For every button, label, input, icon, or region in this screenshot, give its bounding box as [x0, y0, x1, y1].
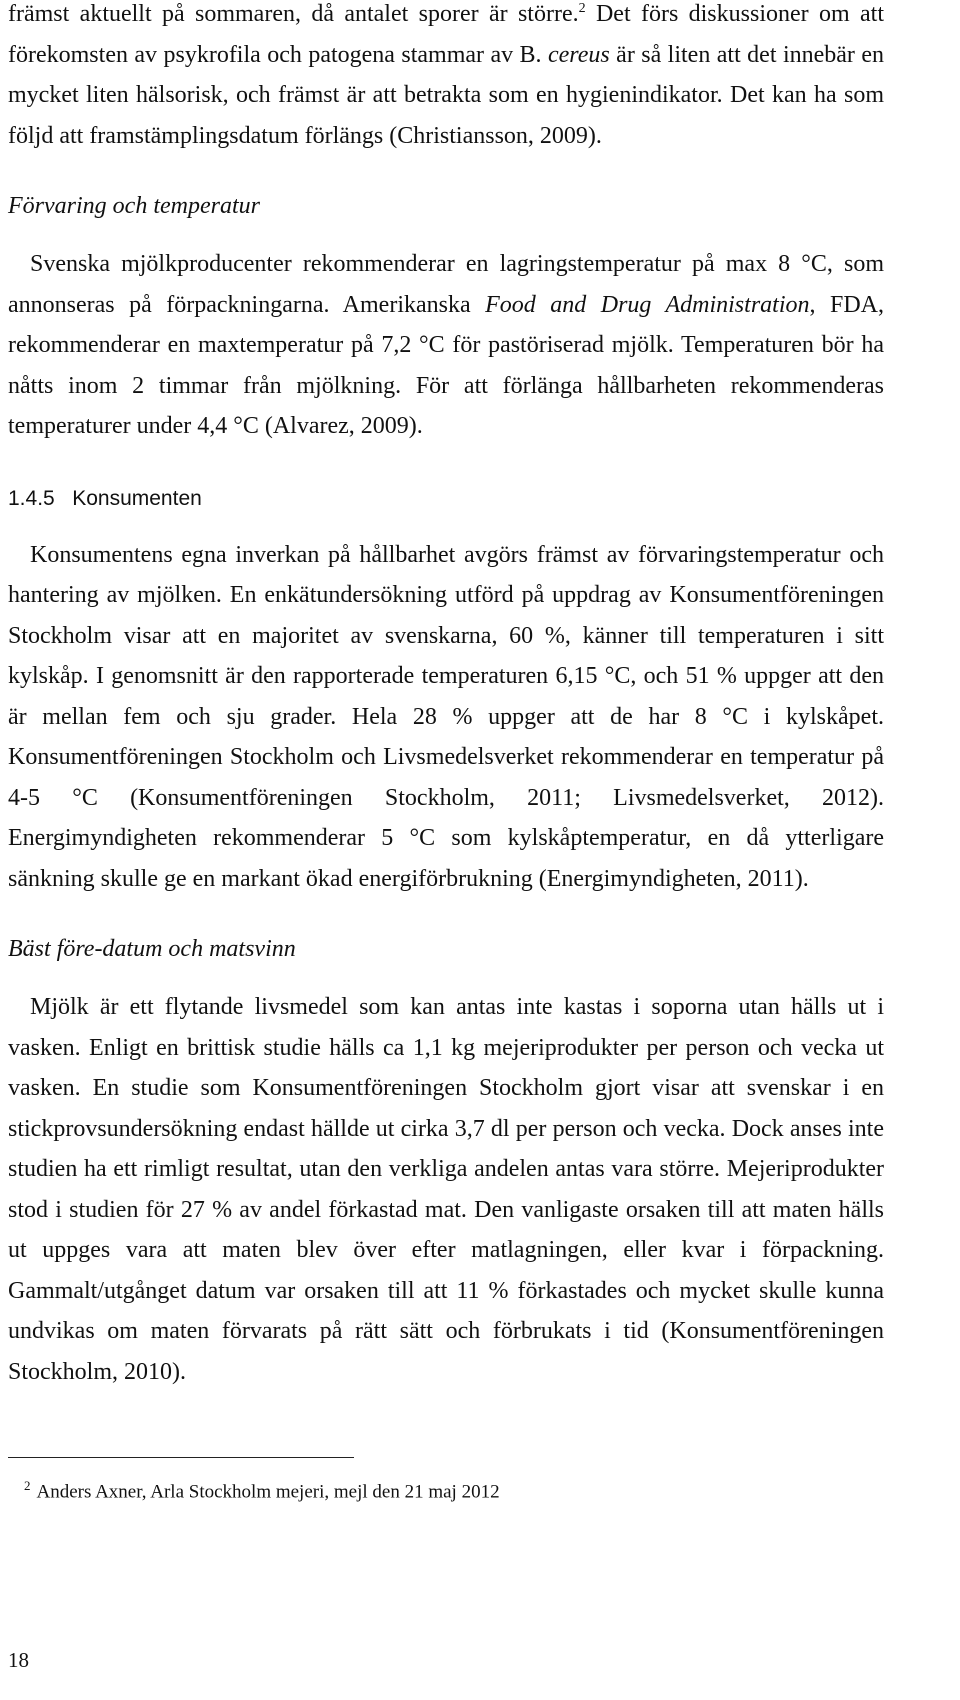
paragraph-intro-text-b: Det förs diskussioner om att förekomsten av psykrofila och patogena stammar av B. — [8, 1, 884, 68]
paragraph-forvaring — [8, 244, 884, 447]
paragraph-intro-text-c: är så liten att det innebär en mycket liten hälsorisk, och främst är att betrakta som en hygienindikator. Det kan ha som följd att framstämplingsdatum förlängs (Christiansson, 2009). — [8, 41, 884, 149]
paragraph-intro-text-a: främst aktuellt på sommaren, då antalet sporer är större. — [8, 1, 579, 27]
paragraph-forvaring-text-a: Svenska mjölkproducenter rekommenderar en lagringstemperatur på max 8 °C, som annonseras på förpackningarna. Amerikanska — [8, 251, 884, 318]
footnote — [8, 1478, 500, 1503]
agency-name: Food and Drug Administration — [485, 291, 810, 318]
footnote-divider — [8, 1457, 354, 1458]
footnote-number: 2 — [24, 1478, 31, 1493]
footnote-ref[interactable]: 2 — [578, 1, 586, 16]
page-number: 18 — [8, 1648, 29, 1672]
paragraph-intro — [8, 0, 884, 156]
paragraph-matsvinn: Mjölk är ett flytande livsmedel som kan antas inte kastas i soporna utan hälls ut i vasken. Enligt en brittisk studie hälls ca 1,1 kg mejeriprodukter per person och vecka ut vasken. En studie som Konsumentföreningen Stockholm gjort visar att svenskar i en stickprovsundersökning endast hällde ut cirka 3,7 dl per person och vecka. Dock anses inte studien ha ett rimligt resultat, utan den verkliga andelen antas vara större. Mejeriprodukter stod i studien för 27 % av andel förkastad mat. Den vanligaste orsaken till att maten hälls ut uppges vara att maten blev över efter matlagningen, eller kvar i förpackning. Gammalt/utgånget datum var orsaken till att 11 % förkastades och mycket skulle kunna undvikas om maten förvarats på rätt sätt och förbrukats i tid (Konsumentföreningen Stockholm, 2010). — [8, 994, 884, 1385]
subheading-bast-fore: Bäst före-datum och matsvinn — [8, 936, 296, 962]
species-name: cereus — [547, 41, 610, 68]
section-heading-konsumenten: 1.4.5 Konsumenten — [8, 486, 202, 510]
paragraph-forvaring-text-b: , FDA, rekommenderar en maxtemperatur på 7,2 °C för pastöriserad mjölk. Temperaturen bör ha nåtts inom 2 timmar från mjölkning. För att förlänga hållbarheten rekommenderas temperaturer under 4,4 °C (Alvarez, 2009). — [8, 291, 884, 439]
document-page — [8, 0, 884, 1392]
paragraph-konsumenten: Konsumentens egna inverkan på hållbarhet avgörs främst av förvaringstemperatur och hantering av mjölken. En enkätundersökning utförd på uppdrag av Konsumentföreningen Stockholm visar att en majoritet av svenskarna, 60 %, känner till temperaturen i sitt kylskåp. I genomsnitt är den rapporterade temperaturen 6,15 °C, och 51 % uppger att den är mellan fem och sju grader. Hela 28 % uppger att de har 8 °C i kylskåpet. Konsumentföreningen Stockholm och Livsmedelsverket rekommenderar en temperatur på 4-5 °C (Konsumentföreningen Stockholm, 2011; Livsmedelsverket, 2012). Energimyndigheten rekommenderar 5 °C som kylskåptemperatur, en då ytterligare sänkning skulle ge en markant ökad energiförbrukning (Energimyndigheten, 2011). — [8, 541, 884, 892]
footnote-text: Anders Axner, Arla Stockholm mejeri, mejl den 21 maj 2012 — [36, 1481, 500, 1503]
subheading-forvaring: Förvaring och temperatur — [8, 193, 260, 219]
